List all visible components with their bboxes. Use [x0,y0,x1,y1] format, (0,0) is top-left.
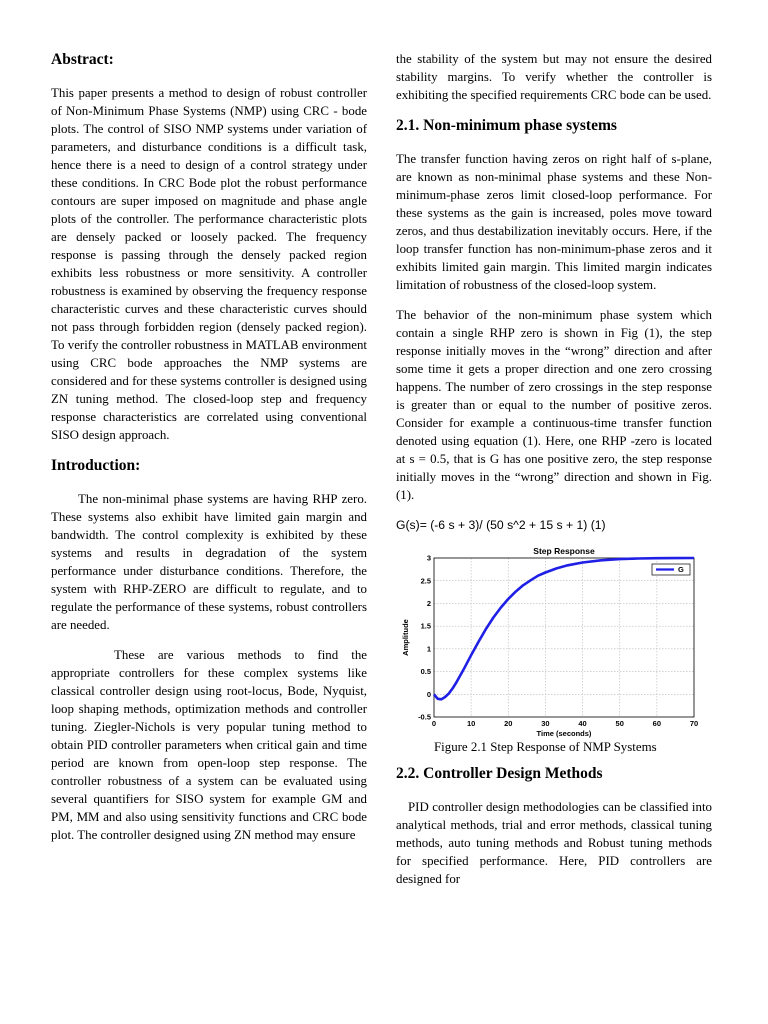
right-column [396,50,712,900]
figure-caption: Figure 2.1 Step Response of NMP Systems [434,740,657,754]
y-tick-label: 2.5 [420,576,431,586]
section-2-1-heading: 2.1. Non-minimum phase systems [396,117,617,134]
x-tick-label: 40 [578,719,587,728]
section-2-2-paragraph-1: PID controller design methodologies can be classified into analytical methods, trial and error methods, classical tuning methods, auto tuning methods and Robust tuning methods for specified performance. Here, PID controllers are designed for [396,800,712,886]
y-tick-label: -0.5 [418,712,431,722]
abstract-text: This paper presents a method to design of robust controller of Non-Minimum Phase Systems (NMP) using CRC - bode plots. The control of SISO NMP systems under variation of parameters, and disturbance conditions is a difficult task, hence there is a need to design of a control strategy under these conditions. In CRC Bode plot the robust performance contours are super imposed on magnitude and phase angle plots of the controller. The performance characteristic plots are densely packed or loosely packed. The frequency response is passing through the densely packed region exhibits less robustness or more sensitivity. A controller robustness is examined by observing the frequency response characteristic curves and these characteristic curves should not pass through forbidden region (densely packed region). To verify the controller robustness in MATLAB environment using CRC bode approaches the NMP systems are considered and for these systems controller is designed using ZN tuning method. The closed-loop step and frequency response characteristics are correlated using conventional SISO design approach. [51,86,367,442]
x-tick-label: 0 [431,719,437,728]
plot-area [434,558,694,717]
x-tick-label: 30 [541,719,550,728]
introduction-paragraph-1: The non-minimal phase systems are having RHP zero. These systems also exhibit have limited gain margin and bandwidth. The control complexity is exhibited by these systems and results in degradation of the system performance under disturbance conditions. Therefore, the system with RHP-ZERO are difficult to regulate, and to regulate the performance of these systems, robust controllers are needed. [51,492,367,632]
section-2-1-paragraph-1: The transfer function having zeros on right half of s-plane, are known as non-minimal phase systems and these Non-minimum-phase zeros limit closed-loop performance. For these systems as the gain is increased, poles move toward zeros, and thus destabilization inevitably occurs. Here, if the loop transfer function has non-minimum-phase zeros and it exhibits limited gain margin. This limited margin indicates limitation of robustness of the closed-loop system. [396,152,712,292]
x-tick-label: 10 [466,719,476,728]
section-2-1-paragraph-2: The behavior of the non-minimum phase system which contain a single RHP zero is shown in Fig (1), the step response initially moves in the “wrong” direction and after some time it gets a proper direction and one zero crossing happens. The number of zero crossings in the step response is greater than or equal to the number of positive zeros. Consider for example a continuous-time transfer function denoted using equation (1). Here, one RHP -zero is located at s = 0.5, that is G has one positive zero, the step response initially moves in the “wrong” direction and shown in Fig. (1). [396,308,712,502]
y-tick-label: 2 [426,599,431,609]
x-axis-label: Time (seconds) [536,729,592,738]
y-tick-label: 3 [426,553,431,563]
y-axis-label: Amplitude [401,619,410,656]
y-tick-label: 1.5 [420,621,431,631]
y-tick-label: 1 [426,644,431,654]
chart-title: Step Response [533,546,595,556]
y-tick-label: 0.5 [420,667,431,677]
step-response-figure [396,542,712,738]
equation-1: G(s)= (-6 s + 3)/ (50 s^2 + 15 s + 1) (1) [396,518,606,532]
continuation-paragraph: the stability of the system but may not ensure the desired stability margins. To verify whether the controller is exhibiting the specified requirements CRC bode can be used. [396,52,712,102]
introduction-heading: Introduction: [51,457,141,474]
x-tick-label: 50 [615,719,624,728]
left-column [51,50,367,856]
introduction-paragraph-2: These are various methods to find the appropriate controllers for these complex systems like classical controller design using root-locus, Bode, Nyquist, loop shaping methods, optimization methods and controller tuning. Ziegler-Nichols is very popular tuning method to obtain PID controller parameters when critical gain and time period are known from open-loop step response. The controller robustness of a system can be evaluated using several quantifiers for SISO system for example GM and PM, MM and also using sensitivity functions and CRC bode plot. The controller designed using ZN method may ensure [51,648,367,842]
abstract-heading: Abstract: [51,51,114,68]
x-tick-label: 70 [689,719,699,728]
y-tick-label: 0 [426,689,431,699]
x-tick-label: 20 [504,719,513,728]
x-tick-label: 60 [652,719,662,728]
legend-label: G [678,565,684,575]
step-response-chart [396,542,712,738]
section-2-2-heading: 2.2. Controller Design Methods [396,765,603,782]
